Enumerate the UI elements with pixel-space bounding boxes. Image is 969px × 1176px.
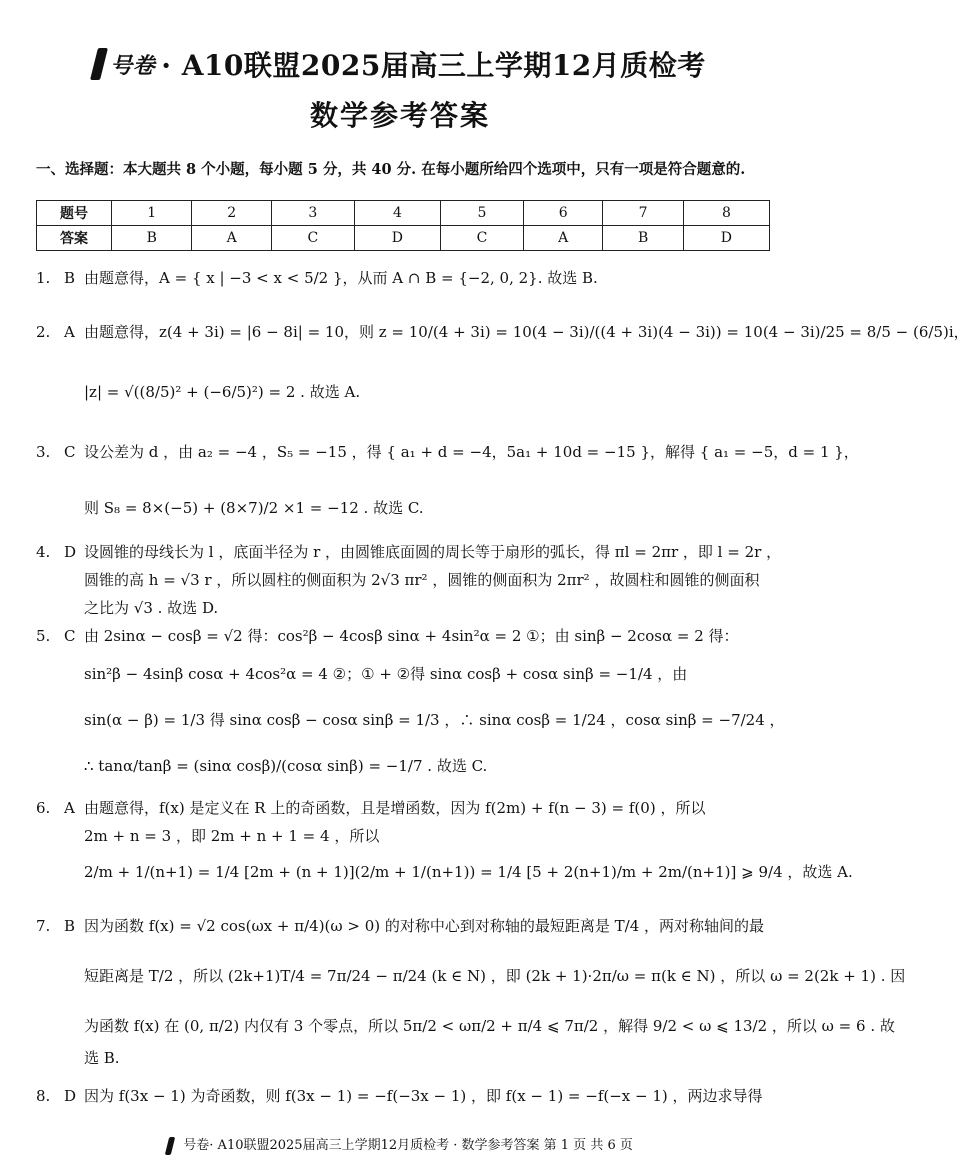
table-cell: 2 <box>192 201 271 226</box>
solution-line: 之比为 √3 . 故选 D. <box>84 599 219 617</box>
question-number: 5. <box>36 627 51 645</box>
table-cell: 8 <box>683 201 769 226</box>
solution-line: sin(α − β) = 1/3 得 sinα cosβ − cosα sinβ = 1/3 ，∴ sinα cosβ = 1/24 ，cosα sinβ = −7/24 ， <box>84 711 785 729</box>
table-cell: D <box>354 226 440 251</box>
table-cell: 4 <box>354 201 440 226</box>
question-number: 1. <box>36 269 51 287</box>
brand-name: 号卷 <box>110 52 156 79</box>
table-cell: 6 <box>523 201 602 226</box>
solution-line: 短距离是 T/2 ，所以 (2k+1)T/4 = 7π/24 − π/24 (k ∈ N) ，即 (2k + 1)·2π/ω = π(k ∈ N) ，所以 ω = 2(2k + 1) . 因 <box>84 967 906 985</box>
solution-line: sin²β − 4sinβ cosα + 4cos²α = 4 ②；① + ②得 sinα cosβ + cosα sinβ = −1/4 ，由 <box>84 665 688 683</box>
solution-line: 由 2sinα − cosβ = √2 得：cos²β − 4cosβ sinα + 4sin²α = 2 ①；由 sinβ − 2cosα = 2 得： <box>84 627 739 645</box>
table-cell: 1 <box>112 201 192 226</box>
document-subtitle: 数学参考答案 <box>309 99 490 132</box>
section-heading: 一、选择题：本大题共 8 个小题，每小题 5 分，共 40 分. 在每小题所给四个选项中，只有一项是符合题意的. <box>36 161 746 178</box>
table-cell: B <box>603 226 683 251</box>
solution-line: 选 B. <box>84 1049 120 1067</box>
solution-line: 2/m + 1/(n+1) = 1/4 [2m + (n + 1)](2/m + 1/(n+1)) = 1/4 [5 + 2(n+1)/m + 2m/(n+1)] ⩾ 9/4 ，故选 A. <box>84 863 853 881</box>
solution-line: 设圆锥的母线长为 l ，底面半径为 r ，由圆锥底面圆的周长等于扇形的弧长，得 πl = 2πr ，即 l = 2r ， <box>84 543 782 561</box>
footer-brand: 号卷 <box>183 1138 210 1153</box>
row-label: 答案 <box>37 226 112 251</box>
footer-logo-icon <box>165 1137 175 1155</box>
question-number: 3. <box>36 443 51 461</box>
brand-logo-icon <box>90 48 108 80</box>
solution-line: 2m + n = 3 ，即 2m + n + 1 = 4 ，所以 <box>84 827 380 845</box>
brand-title <box>94 44 706 84</box>
solution-line: 因为 f(3x − 1) 为奇函数，则 f(3x − 1) = −f(−3x − 1) ，即 f(x − 1) = −f(−x − 1) ，两边求导得 <box>84 1087 763 1105</box>
question-answer: D <box>64 1087 77 1105</box>
question-number: 7. <box>36 917 51 935</box>
solution-line: 为函数 f(x) 在 (0, π/2) 内仅有 3 个零点，所以 5π/2 < ωπ/2 + π/4 ⩽ 7π/2 ，解得 9/2 < ω ⩽ 13/2 ，所以 ω = 6 . 故 <box>84 1017 895 1035</box>
question-number: 4. <box>36 543 51 561</box>
answer-table <box>36 200 770 251</box>
question-number: 2. <box>36 323 51 341</box>
table-cell: A <box>192 226 271 251</box>
table-cell: C <box>271 226 354 251</box>
page-footer <box>0 1134 800 1155</box>
question-number: 6. <box>36 799 51 817</box>
page-header <box>0 44 800 134</box>
document-title: · A10联盟2025届高三上学期12月质检考 <box>161 49 706 82</box>
table-cell: 7 <box>603 201 683 226</box>
table-cell: C <box>440 226 523 251</box>
question-answer: B <box>64 917 76 935</box>
row-label: 题号 <box>37 201 112 226</box>
answer-table-row-answers <box>37 226 770 251</box>
solution-line: ∴ tanα/tanβ = (sinα cosβ)/(cosα sinβ) = −1/7 . 故选 C. <box>84 757 488 775</box>
table-cell: 3 <box>271 201 354 226</box>
solution-line: 由题意得，A = { x | −3 < x < 5/2 }，从而 A ∩ B = {−2, 0, 2}. 故选 B. <box>84 269 598 287</box>
footer-text: · A10联盟2025届高三上学期12月质检考 · 数学参考答案 第 1 页 共 6 页 <box>209 1138 633 1153</box>
solution-line: 因为函数 f(x) = √2 cos(ωx + π/4)(ω > 0) 的对称中心到对称轴的最短距离是 T/4 ，两对称轴间的最 <box>84 917 765 935</box>
table-cell: B <box>112 226 192 251</box>
question-number: 8. <box>36 1087 51 1105</box>
table-cell: A <box>523 226 602 251</box>
question-answer: D <box>64 543 77 561</box>
solution-line: 圆锥的高 h = √3 r ，所以圆柱的侧面积为 2√3 πr² ，圆锥的侧面积为 2πr² ，故圆柱和圆锥的侧面积 <box>84 571 760 589</box>
solution-line: 设公差为 d ，由 a₂ = −4 ，S₅ = −15 ，得 { a₁ + d = −4，5a₁ + 10d = −15 }，解得 { a₁ = −5，d = 1 }， <box>84 443 859 461</box>
table-cell: D <box>683 226 769 251</box>
solution-line: 则 S₈ = 8×(−5) + (8×7)/2 ×1 = −12 . 故选 C. <box>84 499 424 517</box>
answer-table-row-numbers <box>37 201 770 226</box>
solution-line: 由题意得，z(4 + 3i) = |6 − 8i| = 10，则 z = 10/(4 + 3i) = 10(4 − 3i)/((4 + 3i)(4 − 3i)) = 10(4 − 3i)/25 = 8/5 − (6/5)i， <box>84 323 969 341</box>
table-cell: 5 <box>440 201 523 226</box>
question-answer: C <box>64 443 76 461</box>
question-answer: C <box>64 627 76 645</box>
question-answer: A <box>64 323 75 341</box>
question-answer: A <box>64 799 75 817</box>
solution-line: 由题意得，f(x) 是定义在 R 上的奇函数，且是增函数，因为 f(2m) + f(n − 3) = f(0) ，所以 <box>84 799 706 817</box>
question-answer: B <box>64 269 76 287</box>
solution-line: |z| = √((8/5)² + (−6/5)²) = 2 . 故选 A. <box>84 383 361 401</box>
